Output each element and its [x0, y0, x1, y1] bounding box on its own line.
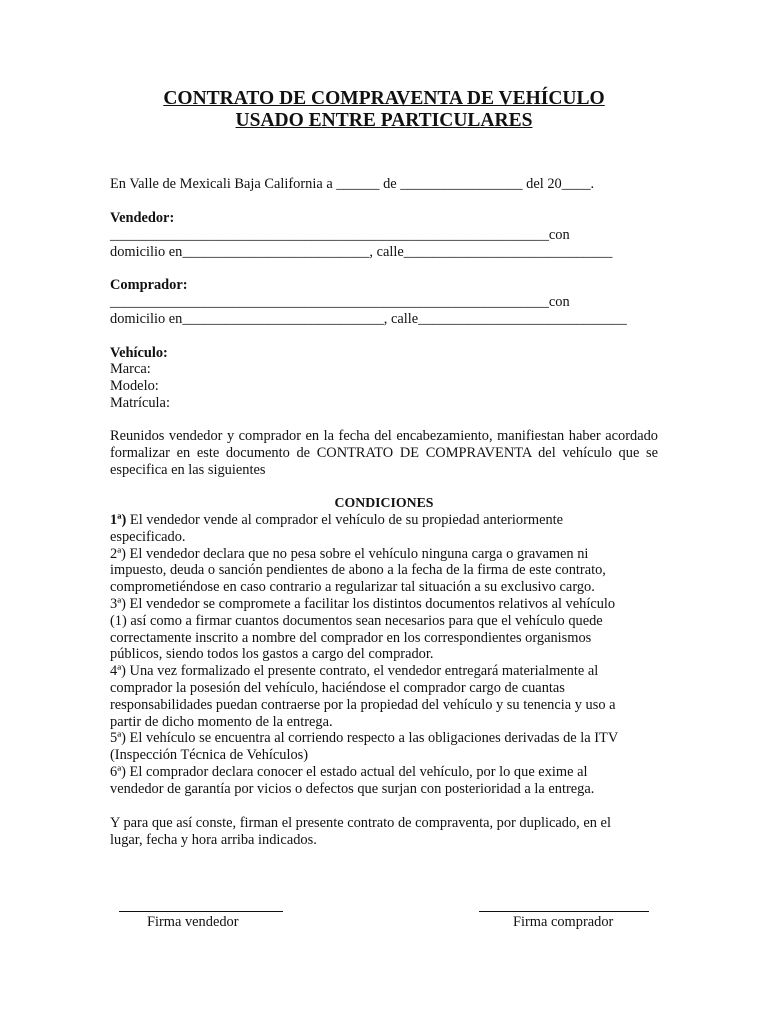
- condition-text: (Inspección Técnica de Vehículos): [110, 747, 309, 764]
- seller-label: Vendedor:: [110, 210, 175, 226]
- condition-text: 3ª) El vendedor se compromete a facilitar los distintos documentos relativos al vehículo: [110, 596, 616, 612]
- closing-line-1: Y para que así conste, firman el presente contrato de compraventa, por duplicado, en el: [110, 815, 611, 831]
- vehicle-brand: Marca:: [110, 361, 151, 377]
- vehicle-plate: Matrícula:: [110, 395, 170, 411]
- condition-line: [110, 697, 616, 714]
- condition-text: impuesto, deuda o sanción pendientes de abono a la fecha de la firma de este contrato,: [110, 562, 606, 579]
- vehicle-label: Vehículo:: [110, 345, 168, 361]
- condition-text: 4ª) Una vez formalizado el presente contrato, el vendedor entregará materialmente al: [110, 663, 599, 680]
- condition-text: especificado.: [110, 528, 186, 545]
- buyer-signature-line: [479, 911, 649, 912]
- condition-text: 2ª) El vendedor declara que no pesa sobre el vehículo ninguna carga o gravamen ni: [110, 545, 589, 562]
- title-line-2: USADO ENTRE PARTICULARES: [235, 110, 533, 131]
- condition-line: [110, 781, 594, 798]
- condition-text: correctamente inscrito a nombre del comprador en los correspondientes organismos: [110, 629, 592, 646]
- condition-line: [110, 663, 598, 680]
- condition-1-number: 1ª): [110, 512, 127, 528]
- document-title: [100, 88, 668, 132]
- condition-line: [110, 562, 606, 579]
- condition-line: [110, 546, 588, 563]
- condition-text: El vendedor vende al comprador el vehículo de su propiedad anteriormente: [126, 512, 564, 528]
- condition-line: [110, 529, 186, 546]
- condition-line: [110, 613, 603, 630]
- condition-line: [110, 680, 565, 697]
- seller-signature-line: [119, 911, 283, 912]
- seller-name-line: _____________________________________________________________con: [110, 227, 570, 243]
- closing-line-2: lugar, fecha y hora arriba indicados.: [110, 832, 317, 848]
- condition-text: vendedor de garantía por vicios o defectos que surjan con posterioridad a la entrega.: [110, 780, 595, 797]
- condition-line: [110, 764, 587, 781]
- condition-line: [110, 579, 595, 596]
- condition-line: [110, 646, 433, 663]
- condition-text: (1) así como a firmar cuantos documentos sean necesarios para que el vehículo quede: [110, 612, 603, 629]
- condition-text: partir de dicho momento de la entrega.: [110, 713, 333, 730]
- condition-text: 6ª) El comprador declara conocer el estado actual del vehículo, por lo que exime al: [110, 764, 588, 780]
- condition-line: [110, 747, 308, 764]
- condition-line: [110, 714, 333, 731]
- buyer-label: Comprador:: [110, 277, 188, 293]
- title-line-1: CONTRATO DE COMPRAVENTA DE VEHÍCULO: [163, 88, 605, 109]
- seller-signature-label: Firma vendedor: [147, 914, 239, 930]
- condition-text: 5ª) El vehículo se encuentra al corriendo respecto a las obligaciones derivadas de la ITV: [110, 730, 619, 747]
- buyer-signature-label: Firma comprador: [513, 914, 614, 930]
- place-date-line: En Valle de Mexicali Baja California a ______ de _________________ del 20____.: [110, 176, 595, 192]
- condition-text: comprometiéndose en caso contrario a regularizar tal situación a su exclusivo cargo.: [110, 579, 595, 596]
- vehicle-model: Modelo:: [110, 378, 159, 394]
- conditions-title: CONDICIONES: [334, 495, 434, 510]
- buyer-name-line: _____________________________________________________________con: [110, 294, 570, 310]
- intro-paragraph: Reunidos vendedor y comprador en la fecha del encabezamiento, manifiestan haber acordado formalizar en este documento de CONTRATO DE COMPRAVENTA del vehículo que se especifica en las siguientes: [110, 428, 658, 478]
- seller-address-line: domicilio en__________________________, calle_____________________________: [110, 244, 613, 260]
- condition-line: [110, 630, 591, 647]
- condition-line: [110, 512, 563, 529]
- condition-text: públicos, siendo todos los gastos a cargo del comprador.: [110, 646, 434, 663]
- condition-text: comprador la posesión del vehículo, haciéndose el comprador cargo de cuantas: [110, 680, 565, 696]
- condition-line: [110, 730, 618, 747]
- condition-text: responsabilidades puedan contraerse por la propiedad del vehículo y su tenencia y uso a: [110, 696, 616, 713]
- condition-line: [110, 596, 615, 613]
- buyer-address-line: domicilio en____________________________, calle_____________________________: [110, 311, 627, 327]
